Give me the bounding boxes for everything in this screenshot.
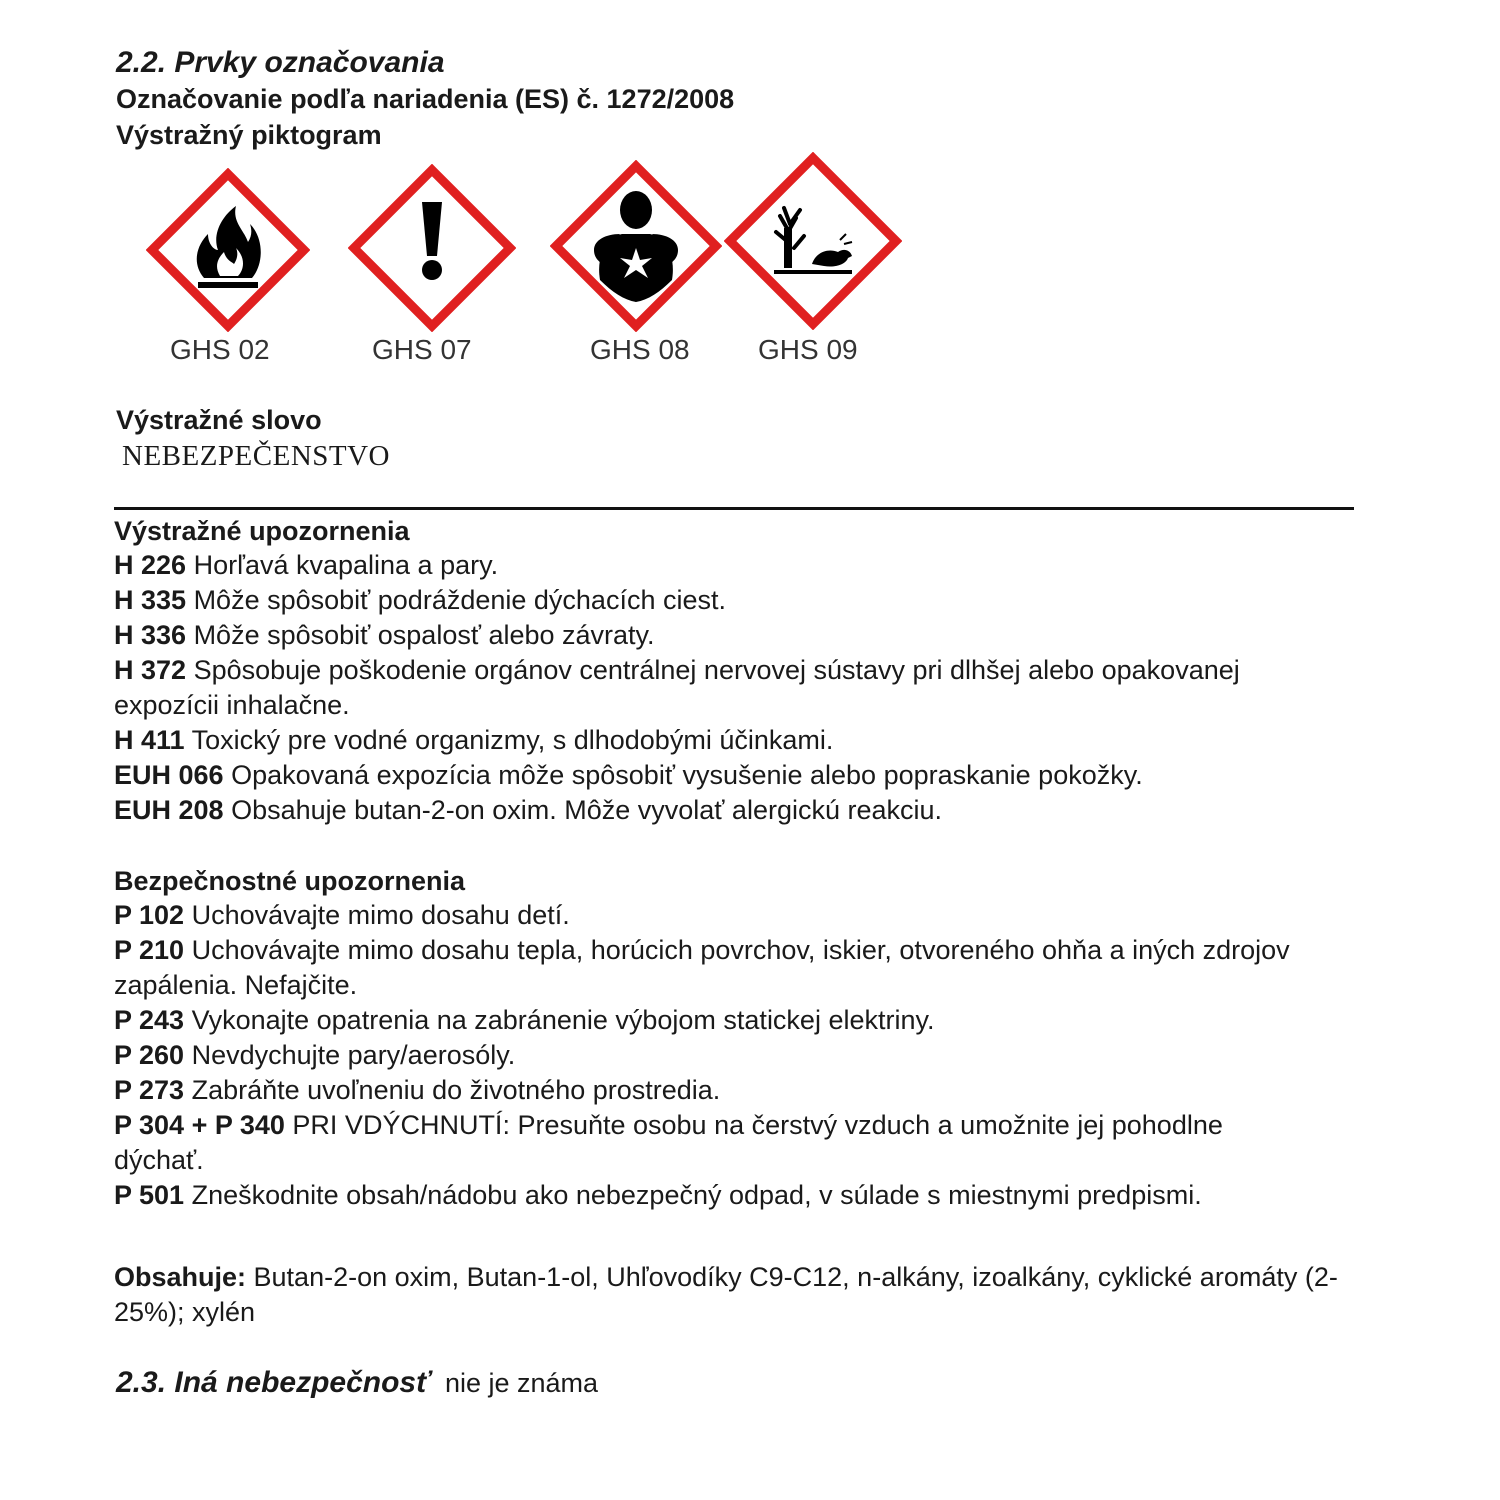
section-2-3-title: 2.3. Iná nebezpečnosť (116, 1366, 431, 1399)
hazard-code: EUH 066 (114, 760, 224, 790)
precaution-item (114, 1003, 1374, 1038)
precaution-code: P 304 + P 340 (114, 1110, 285, 1140)
flame-icon (146, 168, 310, 332)
pictogram-ghs09 (724, 152, 894, 330)
precaution-code: P 501 (114, 1180, 185, 1210)
hazard-heading: Výstražné upozornenia (114, 516, 410, 546)
section-2-2-title: 2.2. Prvky označovania (116, 46, 445, 79)
hazard-text: Obsahuje butan-2-on oxim. Môže vyvolať alergickú reakciu. (223, 795, 943, 825)
pictogram-label-ghs09: GHS 09 (758, 334, 858, 365)
precaution-item (114, 1038, 1374, 1073)
hazard-text: Opakovaná expozícia môže spôsobiť vysušenie alebo popraskanie pokožky. (223, 760, 1143, 790)
hazard-item (114, 758, 1374, 793)
divider (114, 507, 1354, 510)
hazard-text: Môže spôsobiť podráždenie dýchacích ciest. (186, 585, 726, 615)
section-2-3 (116, 1366, 598, 1400)
hazard-code: H 226 (114, 550, 187, 580)
precaution-code: P 210 (114, 935, 185, 965)
precaution-code: P 273 (114, 1075, 185, 1105)
regulation-heading: Označovanie podľa nariadenia (ES) č. 1272/2008 (116, 84, 735, 114)
hazard-code: H 372 (114, 655, 187, 685)
precautionary-statements (114, 864, 1374, 1213)
hazard-item (114, 548, 1374, 583)
hazard-code: EUH 208 (114, 795, 224, 825)
precaution-heading: Bezpečnostné upozornenia (114, 866, 466, 896)
pictogram-ghs08 (550, 160, 720, 332)
pictogram-label-ghs02: GHS 02 (170, 334, 270, 365)
hazard-text: Toxický pre vodné organizmy, s dlhodobými účinkami. (184, 725, 834, 755)
signal-word: NEBEZPEČENSTVO (122, 440, 390, 472)
health-hazard-icon (550, 160, 722, 332)
precaution-code: P 260 (114, 1040, 185, 1070)
exclamation-mark-icon (348, 164, 516, 332)
signal-word-heading: Výstražné slovo (116, 405, 322, 435)
precaution-code: P 102 (114, 900, 185, 930)
hazard-text: Môže spôsobiť ospalosť alebo závraty. (186, 620, 655, 650)
precaution-item (114, 1073, 1374, 1108)
precaution-item (114, 1178, 1374, 1213)
hazard-code: H 411 (114, 725, 185, 755)
precaution-text: Nevdychujte pary/aerosóly. (184, 1040, 516, 1070)
hazard-code: H 336 (114, 620, 187, 650)
hazard-item (114, 583, 1374, 618)
hazard-text: Spôsobuje poškodenie orgánov centrálnej nervovej sústavy pri dlhšej alebo opakovanej expozícii inhalačne. (114, 655, 1240, 720)
hazard-item (114, 618, 1374, 653)
pictogram-ghs02 (146, 168, 316, 332)
precaution-text: Vykonajte opatrenia na zabránenie výbojom statickej elektriny. (184, 1005, 935, 1035)
precaution-item (114, 898, 1374, 933)
hazard-item (114, 723, 1374, 758)
contains-statement (114, 1260, 1354, 1330)
precaution-text: Zabráňte uvoľneniu do životného prostredia. (184, 1075, 721, 1105)
precaution-item (114, 933, 1354, 1003)
hazard-item (114, 653, 1244, 723)
contains-text: Butan-2-on oxim, Butan-1-ol, Uhľovodíky C9-C12, n-alkány, izoalkány, cyklické aromáty (2-25%); xylén (114, 1262, 1338, 1327)
precaution-text: PRI VDÝCHNUTÍ: Presuňte osobu na čerstvý vzduch a umožnite jej pohodlne dýchať. (114, 1110, 1223, 1175)
section-2-3-text: nie je známa (444, 1368, 599, 1398)
precaution-item (114, 1108, 1264, 1178)
hazard-item (114, 793, 1374, 828)
pictogram-ghs07 (348, 164, 518, 332)
pictogram-label-ghs07: GHS 07 (372, 334, 472, 365)
contains-label: Obsahuje: (114, 1262, 247, 1292)
precaution-text: Uchovávajte mimo dosahu tepla, horúcich povrchov, iskier, otvoreného ohňa a iných zdrojov zapálenia. Nefajčite. (114, 935, 1290, 1000)
pictogram-heading: Výstražný piktogram (116, 120, 382, 150)
hazard-code: H 335 (114, 585, 187, 615)
hazard-text: Horľavá kvapalina a pary. (186, 550, 499, 580)
precaution-text: Uchovávajte mimo dosahu detí. (184, 900, 570, 930)
pictogram-label-ghs08: GHS 08 (590, 334, 690, 365)
environment-icon (724, 152, 902, 330)
precaution-code: P 243 (114, 1005, 185, 1035)
precaution-text: Zneškodnite obsah/nádobu ako nebezpečný odpad, v súlade s miestnymi predpismi. (184, 1180, 1202, 1210)
hazard-statements (114, 514, 1374, 828)
